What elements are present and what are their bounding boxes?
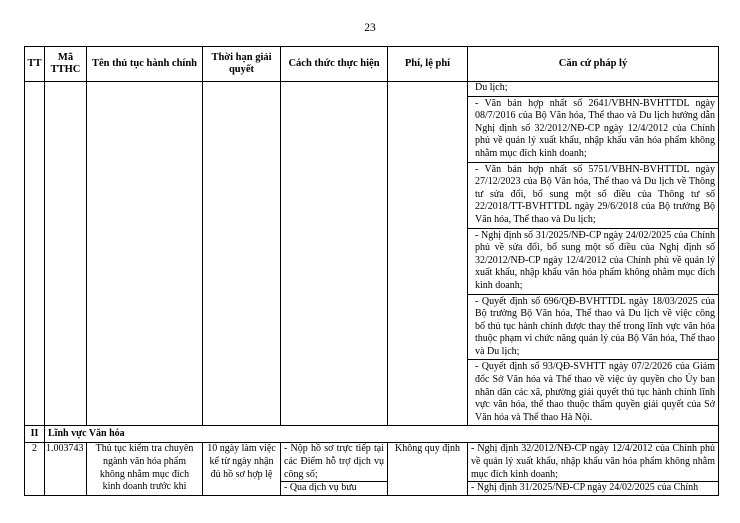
header-row (25, 47, 719, 82)
procedure-deadline: 10 ngày làm việc kể từ ngày nhận đủ hồ sơ hợp lệ (203, 443, 281, 495)
procedure-table (24, 46, 719, 496)
header-legal-basis: Căn cứ pháp lý (468, 47, 719, 82)
legal-basis-cell (468, 82, 719, 426)
legal-basis-item: - Văn bản hợp nhất số 5751/VBHN-BVHTTDL ngày 27/12/2023 của Bộ Văn hóa, Thể thao và Du lịch về Thông tư sửa đổi, bổ sung một số điều của Thông tư số 22/2018/TT-BVHTTDL ngày 29/6/2018 của Bộ trưởng Bộ Văn hóa, Thể thao và Du lịch; (468, 162, 718, 228)
header-tt: TT (25, 47, 45, 82)
procedure-method (281, 443, 388, 495)
legal-basis-item: - Quyết định số 93/QĐ-SVHTT ngày 07/2/2026 của Giám đốc Sở Văn hóa và Thể thao về việc ủy quyền cho Ủy ban nhân dân các xã, phường giải quyết thủ tục hành chính lĩnh vực văn hóa, thể thao thuộc thẩm quyền giải quyết của Sở Văn hóa và Thể thao Hà Nội. (468, 359, 718, 425)
cell-empty (388, 82, 468, 426)
legal-basis-continued-text: Du lịch; (475, 82, 508, 93)
section-row (25, 426, 719, 443)
cell-empty (87, 82, 203, 426)
header-fee: Phí, lệ phí (388, 47, 468, 82)
header-procedure-name: Tên thủ tục hành chính (87, 47, 203, 82)
header-code: Mã TTHC (45, 47, 87, 82)
cell-empty (203, 82, 281, 426)
legal-basis-item: - Nghị định 32/2012/NĐ-CP ngày 12/4/2012 của Chính phủ về quản lý xuất khẩu, nhập khẩu văn hóa phẩm không nhằm mục đích kinh doanh; (471, 443, 715, 480)
section-title: Lĩnh vực Văn hóa (45, 426, 719, 443)
section-number: II (25, 426, 45, 443)
procedure-row (25, 443, 719, 495)
procedure-legal-basis (468, 443, 719, 495)
legal-basis-item: - Văn bản hợp nhất số 2641/VBHN-BVHTTDL ngày 08/7/2016 của Bộ Văn hóa, Thể thao và Du lịch hướng dẫn Nghị định số 32/2012/NĐ-CP ngày 12/4/2012 của Chính phủ về quản lý xuất khẩu, nhập khẩu văn hóa phẩm không nhằm mục đích kinh doanh; (468, 96, 718, 162)
header-deadline: Thời hạn giải quyết (203, 47, 281, 82)
method-item: - Qua dịch vụ bưu (281, 481, 387, 495)
row-number: 2 (25, 443, 45, 495)
cell-empty (25, 82, 45, 426)
legal-basis-item: - Nghị định 31/2025/NĐ-CP ngày 24/02/2025 của Chính (468, 481, 718, 495)
header-method: Cách thức thực hiện (281, 47, 388, 82)
legal-basis-item: - Nghị định số 31/2025/NĐ-CP ngày 24/02/2025 của Chính phủ về sửa đổi, bổ sung một số điều của Nghị định số 32/2012/NĐ-CP ngày 12/4/2012 của Chính phủ về quản lý xuất khẩu, nhập khẩu văn hóa phẩm không nhằm mục đích kinh doanh; (468, 228, 718, 294)
procedure-name: Thủ tục kiểm tra chuyên ngành văn hóa phẩm không nhằm mục đích kinh doanh trước khi (87, 443, 203, 495)
method-item: - Nộp hồ sơ trực tiếp tại các Điểm hỗ trợ dịch vụ công số; (284, 443, 384, 480)
continued-row (25, 82, 719, 426)
cell-empty (45, 82, 87, 426)
cell-empty (281, 82, 388, 426)
page-number: 23 (364, 22, 376, 34)
procedure-code: 1.003743 (45, 443, 87, 495)
legal-basis-item: - Quyết định số 696/QĐ-BVHTTDL ngày 18/03/2025 của Bộ trưởng Bộ Văn hóa, Thể thao và Du lịch về việc công bố thủ tục hành chính được thay thế trong lĩnh vực văn hóa thuộc phạm vi chức năng quản lý của Bộ Văn hóa, Thể thao và Du lịch; (468, 294, 718, 360)
procedure-fee: Không quy định (388, 443, 468, 495)
